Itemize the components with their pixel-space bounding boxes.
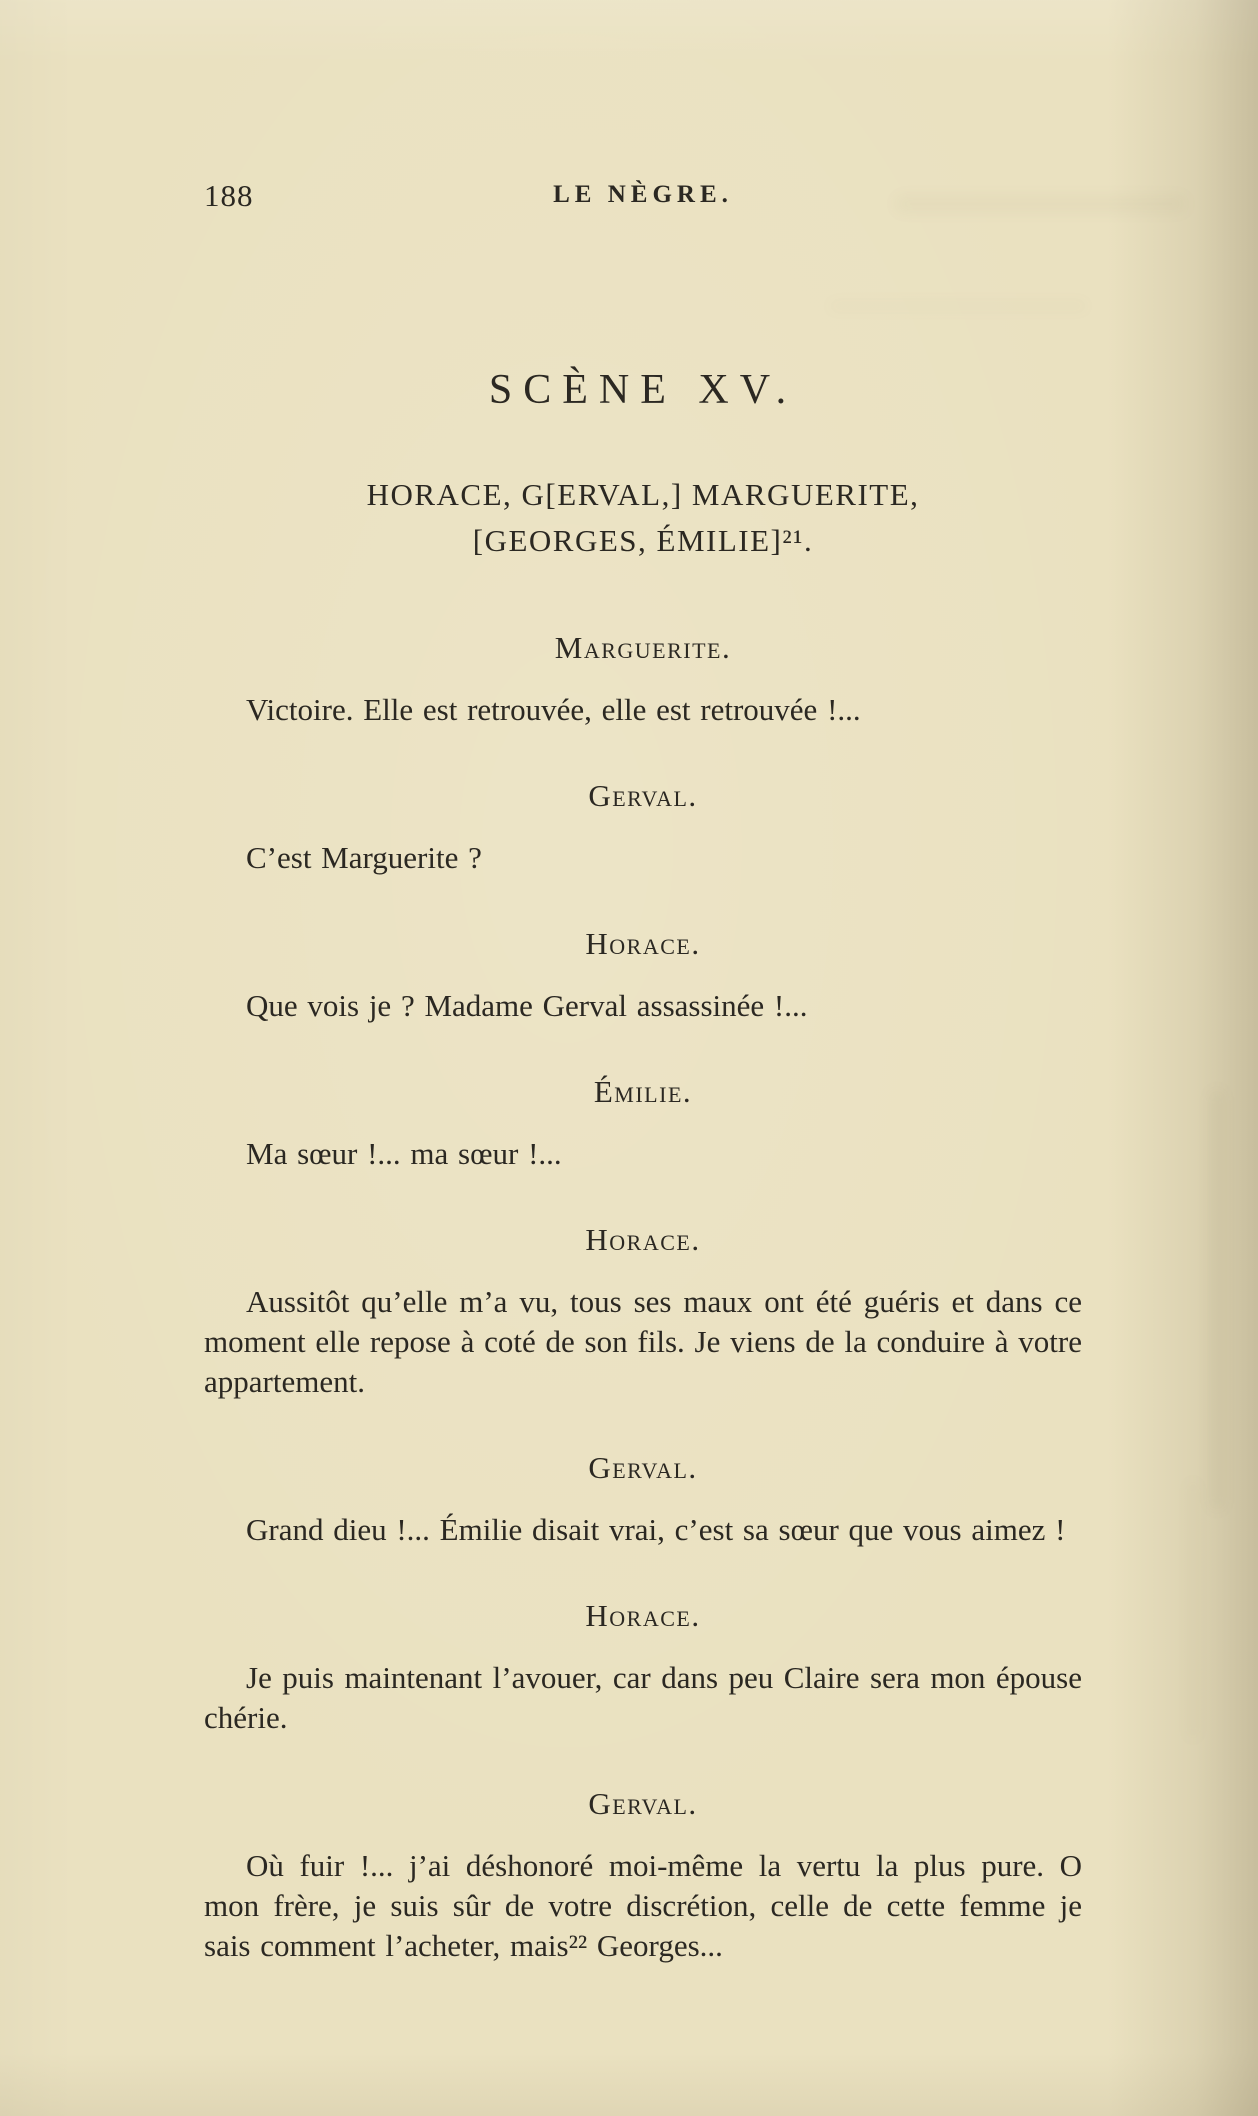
character-list-line2: [GEORGES, ÉMILIE]²¹. (472, 523, 814, 558)
dialogue-paragraph: Que vois je ? Madame Gerval assassinée !... (246, 988, 808, 1023)
dialogue-paragraph: C’est Marguerite ? (246, 840, 482, 875)
dialogue-section (204, 630, 1082, 1966)
page-number: 188 (204, 178, 254, 213)
speaker-heading: Horace. (585, 1598, 701, 1633)
character-list (204, 472, 1082, 564)
character-list-line1: HORACE, G[ERVAL,] MARGUERITE, (366, 477, 920, 512)
page-header (204, 178, 1082, 218)
speaker-heading: Gerval. (588, 778, 698, 813)
running-header: LE NÈGRE. (553, 181, 733, 208)
dialogue-paragraph: Je puis maintenant l’avouer, car dans peu Claire sera mon épouse chérie. (204, 1660, 1082, 1735)
dialogue-paragraph: Grand dieu !... Émilie disait vrai, c’est sa sœur que vous aimez ! (246, 1512, 1066, 1547)
scene-title: SCÈNE XV. (488, 367, 798, 413)
speaker-heading: Horace. (585, 926, 701, 961)
speaker-heading: Émilie. (593, 1074, 693, 1109)
speaker-heading: Gerval. (588, 1450, 698, 1485)
dialogue-paragraph: Où fuir !... j’ai déshonoré moi-même la vertu la plus pure. O mon frère, je suis sûr de votre discrétion, celle de cette femme je sais comment l’acheter, mais²² Georges... (204, 1848, 1082, 1963)
dialogue-paragraph: Ma sœur !... ma sœur !... (246, 1136, 562, 1171)
dialogue-paragraph: Aussitôt qu’elle m’a vu, tous ses maux ont été guéris et dans ce moment elle repose à coté de son fils. Je viens de la conduire à votre appartement. (204, 1284, 1082, 1399)
speaker-heading: Marguerite. (554, 630, 732, 665)
speaker-heading: Horace. (585, 1222, 701, 1257)
dialogue-paragraph: Victoire. Elle est retrouvée, elle est retrouvée !... (246, 692, 861, 727)
speaker-heading: Gerval. (588, 1786, 698, 1821)
